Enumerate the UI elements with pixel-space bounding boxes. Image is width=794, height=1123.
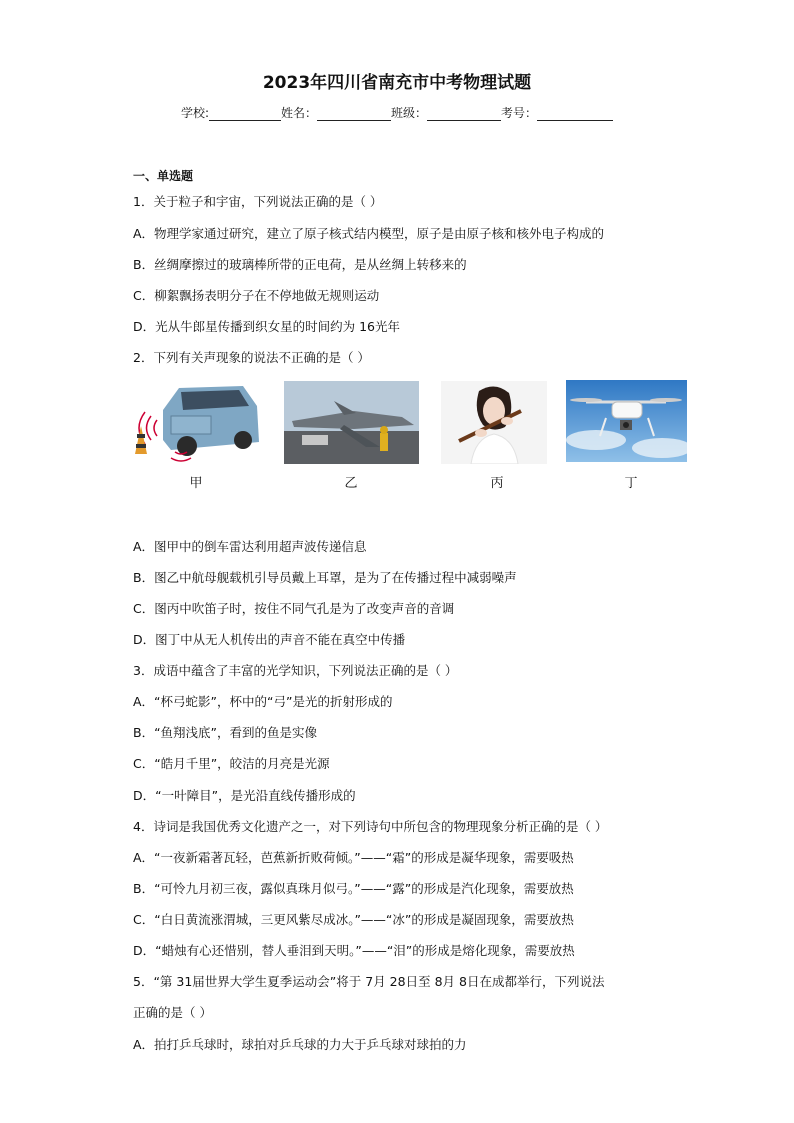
figure-drone	[566, 380, 687, 462]
q1-option-d: D．光从牛郎星传播到织女星的时间约为 16光年	[133, 319, 401, 334]
caption-yi: 乙	[344, 476, 358, 491]
figure-car-radar	[131, 380, 261, 466]
exam-no-blank	[537, 108, 613, 121]
name-label: 姓名：	[281, 106, 318, 120]
q1-option-a: A．物理学家通过研究，建立了原子核式结内模型，原子是由原子核和核外电子构成的	[133, 226, 605, 241]
caption-bing: 丙	[490, 476, 504, 491]
q5-stem-line2: 正确的是（ ）	[133, 1005, 212, 1020]
q4-stem: 4．诗词是我国优秀文化遗产之一，对下列诗句中所包含的物理现象分析正确的是（ ）	[133, 819, 608, 834]
q2-option-d: D．图丁中从无人机传出的声音不能在真空中传播	[133, 632, 406, 647]
q2-option-a: A．图甲中的倒车雷达利用超声波传递信息	[133, 539, 367, 554]
q3-option-a: A．“杯弓蛇影”，杯中的“弓”是光的折射形成的	[133, 694, 393, 709]
q2-option-c: C．图丙中吹笛子时，按住不同气孔是为了改变声音的音调	[133, 601, 455, 616]
class-blank	[427, 108, 501, 121]
caption-ding: 丁	[624, 476, 638, 491]
figure-flute-player	[441, 381, 547, 464]
q3-option-c: C．“皓月千里”，皎洁的月亮是光源	[133, 756, 330, 771]
q4-option-b: B．“可怜九月初三夜，露似真珠月似弓。”——“露”的形成是汽化现象，需要放热	[133, 881, 574, 896]
q5-stem-line1: 5．“第 31届世界大学生夏季运动会”将于 7月 28日至 8月 8日在成都举行，下列说法	[133, 974, 605, 989]
exam-no-label: 考号：	[501, 106, 538, 120]
q5-option-a: A．拍打乒乓球时，球拍对乒乓球的力大于乒乓球对球拍的力	[133, 1037, 467, 1052]
class-label: 班级：	[391, 106, 428, 120]
q3-option-d: D．“一叶障目”，是光沿直线传播形成的	[133, 788, 356, 803]
caption-jia: 甲	[189, 476, 203, 491]
q3-stem: 3．成语中蕴含了丰富的光学知识，下列说法正确的是（ ）	[133, 663, 458, 678]
school-label: 学校:	[180, 106, 209, 120]
q2-stem: 2．下列有关声现象的说法不正确的是（ ）	[133, 350, 370, 365]
figure-carrier-jet	[284, 381, 419, 464]
q1-option-c: C．柳絮飘扬表明分子在不停地做无规则运动	[133, 288, 380, 303]
page-title: 2023年四川省南充市中考物理试题	[262, 73, 532, 93]
student-info-row	[0, 104, 794, 121]
q4-option-a: A．“一夜新霜著瓦轻，芭蕉新折败荷倾。”——“霜”的形成是凝华现象，需要吸热	[133, 850, 574, 865]
q3-option-b: B．“鱼翔浅底”，看到的鱼是实像	[133, 725, 318, 740]
name-blank	[317, 108, 391, 121]
q4-option-c: C．“白日黄流涨渭城，三更风紫尽成冰。”——“冰”的形成是凝固现象，需要放热	[133, 912, 574, 927]
q1-stem: 1．关于粒子和宇宙，下列说法正确的是（ ）	[133, 194, 383, 209]
q1-option-b: B．丝绸摩擦过的玻璃棒所带的正电荷，是从丝绸上转移来的	[133, 257, 467, 272]
q2-option-b: B．图乙中航母舰载机引导员戴上耳罩，是为了在传播过程中减弱噪声	[133, 570, 517, 585]
school-blank	[209, 108, 281, 121]
section-title: 一、单选题	[133, 169, 194, 183]
q4-option-d: D．“蜡烛有心还惜别，替人垂泪到天明。”——“泪”的形成是熔化现象，需要放热	[133, 943, 575, 958]
